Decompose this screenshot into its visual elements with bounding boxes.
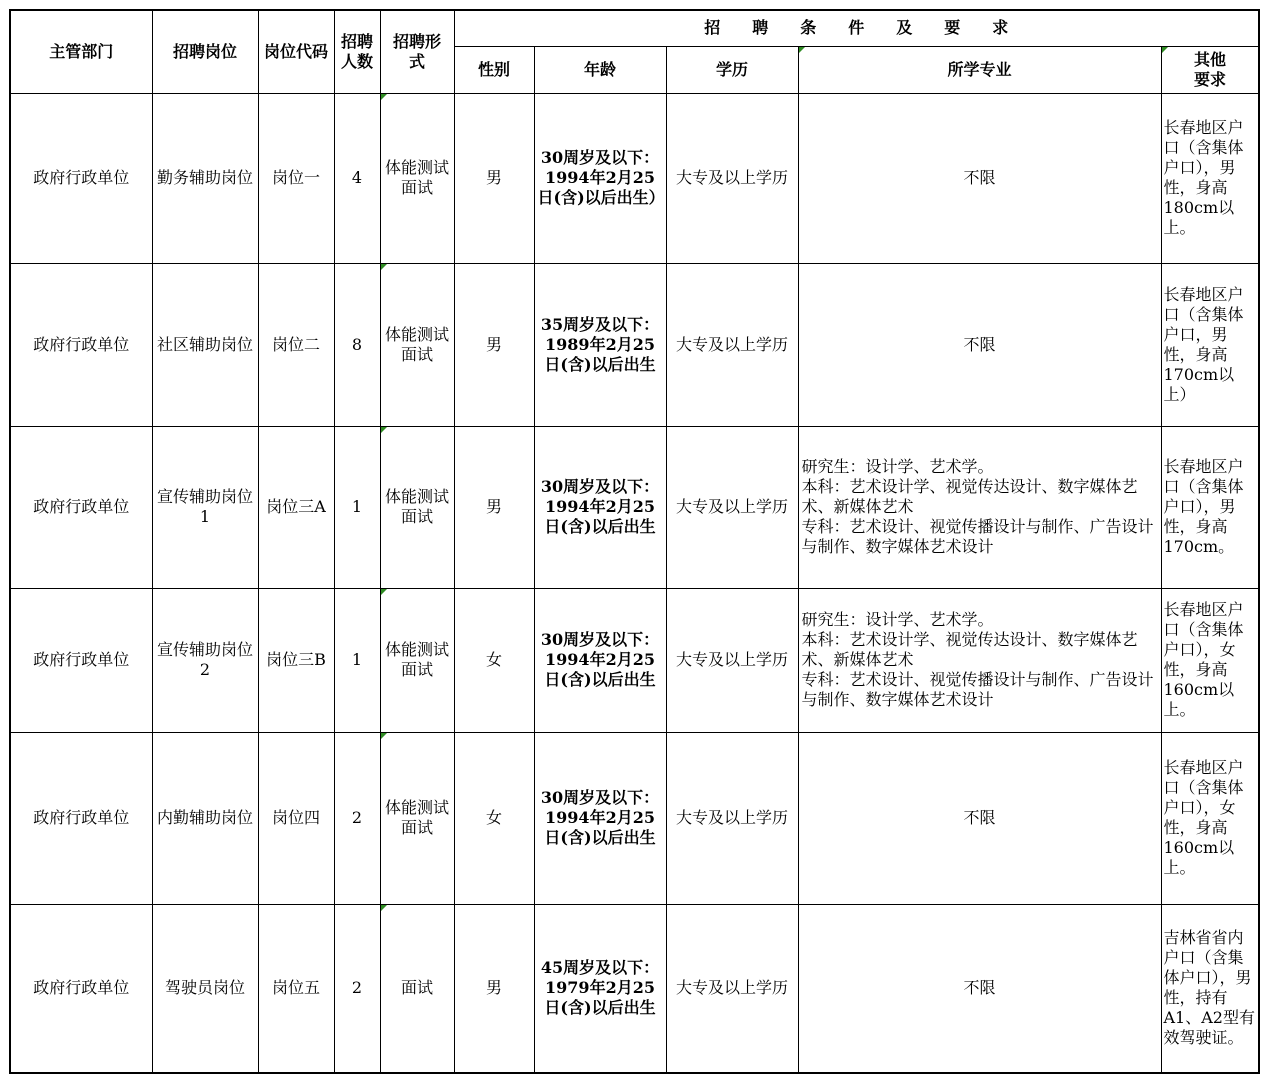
cell-education: 大专及以上学历 [666,426,798,588]
cell-education: 大专及以上学历 [666,904,798,1073]
comment-indicator-icon [381,264,387,270]
header-row-top [10,10,1259,46]
cell-major [798,732,1161,904]
cell-other: 长春地区户口（含集体户口），男性，身高170cm。 [1161,426,1259,588]
cell-age: 30周岁及以下：1994年2月25日(含)以后出生） [534,93,666,263]
cell-age: 30周岁及以下：1994年2月25日(含)以后出生 [534,588,666,732]
cell-education: 大专及以上学历 [666,588,798,732]
cell-position: 宣传辅助岗位2 [152,588,258,732]
cell-code: 岗位三A [258,426,334,588]
comment-indicator-icon [381,589,387,595]
cell-dept: 政府行政单位 [10,426,152,588]
cell-gender: 男 [454,904,534,1073]
cell-count: 1 [334,588,380,732]
table-row [10,263,1259,426]
cell-method [380,588,454,732]
cell-other: 长春地区户口（含集体户口，男性，身高170cm以上） [1161,263,1259,426]
header-count: 招聘人数 [334,10,380,93]
cell-age: 30周岁及以下：1994年2月25日(含)以后出生 [534,426,666,588]
header-conditions [454,10,1259,46]
cell-education: 大专及以上学历 [666,263,798,426]
cell-position: 勤务辅助岗位 [152,93,258,263]
cell-other: 长春地区户口（含集体户口），男性，身高180cm以上。 [1161,93,1259,263]
cell-other: 长春地区户口（含集体户口），女性，身高160cm以上。 [1161,588,1259,732]
table-row [10,426,1259,588]
cell-other: 长春地区户口（含集体户口），女性，身高160cm以上。 [1161,732,1259,904]
cell-count: 4 [334,93,380,263]
header-gender: 性别 [454,46,534,93]
cell-age: 35周岁及以下：1989年2月25日(含)以后出生 [534,263,666,426]
cell-method-text: 面试 [400,978,433,998]
cell-gender: 男 [454,426,534,588]
cell-method-text: 体能测试面试 [384,158,449,197]
cell-dept: 政府行政单位 [10,263,152,426]
cell-method [380,426,454,588]
comment-indicator-icon [381,427,387,433]
cell-education: 大专及以上学历 [666,93,798,263]
cell-dept: 政府行政单位 [10,588,152,732]
header-major-text: 所学专业 [947,59,1012,79]
header-code: 岗位代码 [258,10,334,93]
table-row [10,93,1259,263]
table-row [10,732,1259,904]
major-line: 不限 [963,168,996,187]
cell-method-text: 体能测试面试 [384,487,449,526]
cell-method [380,93,454,263]
comment-indicator-icon [381,94,387,100]
cell-count: 8 [334,263,380,426]
major-line: 不限 [963,334,996,354]
cell-gender: 男 [454,263,534,426]
cell-other: 吉林省省内户口（含集体户口），男性，持有A1、A2型有效驾驶证。 [1161,904,1259,1073]
cell-dept: 政府行政单位 [10,904,152,1073]
header-major [798,46,1161,93]
header-other [1161,46,1259,93]
header-method: 招聘形式 [380,10,454,93]
cell-method-text: 体能测试面试 [384,324,449,364]
major-line: 本科：艺术设计学、视觉传达设计、数字媒体艺术、新媒体艺术 [801,630,1138,669]
cell-position: 内勤辅助岗位 [152,732,258,904]
recruitment-table [9,9,1260,1074]
cell-education: 大专及以上学历 [666,732,798,904]
cell-method-text: 体能测试面试 [384,798,449,837]
cell-method [380,263,454,426]
cell-code: 岗位五 [258,904,334,1073]
cell-method [380,732,454,904]
comment-indicator-icon [1162,47,1168,53]
header-education: 学历 [666,46,798,93]
header-age: 年龄 [534,46,666,93]
cell-gender: 男 [454,93,534,263]
cell-major [798,904,1161,1073]
comment-indicator-icon [381,733,387,739]
major-line: 研究生：设计学、艺术学。 [801,457,994,476]
comment-indicator-icon [381,905,387,911]
table-row [10,588,1259,732]
cell-position: 宣传辅助岗位1 [152,426,258,588]
cell-gender: 女 [454,588,534,732]
cell-age: 45周岁及以下：1979年2月25日(含)以后出生 [534,904,666,1073]
cell-gender: 女 [454,732,534,904]
cell-method [380,904,454,1073]
cell-dept: 政府行政单位 [10,93,152,263]
cell-major [798,263,1161,426]
cell-major [798,93,1161,263]
header-conditions-text: 招聘条件及要求 [704,18,1041,38]
major-line: 专科：艺术设计、视觉传播设计与制作、广告设计与制作、数字媒体艺术设计 [801,670,1154,709]
cell-dept: 政府行政单位 [10,732,152,904]
cell-code: 岗位三B [258,588,334,732]
cell-position: 社区辅助岗位 [152,263,258,426]
major-line: 不限 [963,808,996,827]
header-other-text: 其他要求 [1193,49,1226,89]
comment-indicator-icon [799,47,805,53]
major-line: 本科：艺术设计学、视觉传达设计、数字媒体艺术、新媒体艺术 [801,477,1138,516]
cell-count: 2 [334,904,380,1073]
header-dept: 主管部门 [10,10,152,93]
cell-code: 岗位四 [258,732,334,904]
cell-major [798,426,1161,588]
cell-age: 30周岁及以下：1994年2月25日(含)以后出生 [534,732,666,904]
cell-count: 1 [334,426,380,588]
cell-code: 岗位二 [258,263,334,426]
cell-count: 2 [334,732,380,904]
cell-code: 岗位一 [258,93,334,263]
major-line: 研究生：设计学、艺术学。 [801,610,994,629]
major-line: 专科：艺术设计、视觉传播设计与制作、广告设计与制作、数字媒体艺术设计 [801,517,1154,556]
major-line: 不限 [963,978,996,998]
header-position: 招聘岗位 [152,10,258,93]
cell-method-text: 体能测试面试 [384,640,449,679]
cell-major [798,588,1161,732]
cell-position: 驾驶员岗位 [152,904,258,1073]
table-row [10,904,1259,1073]
